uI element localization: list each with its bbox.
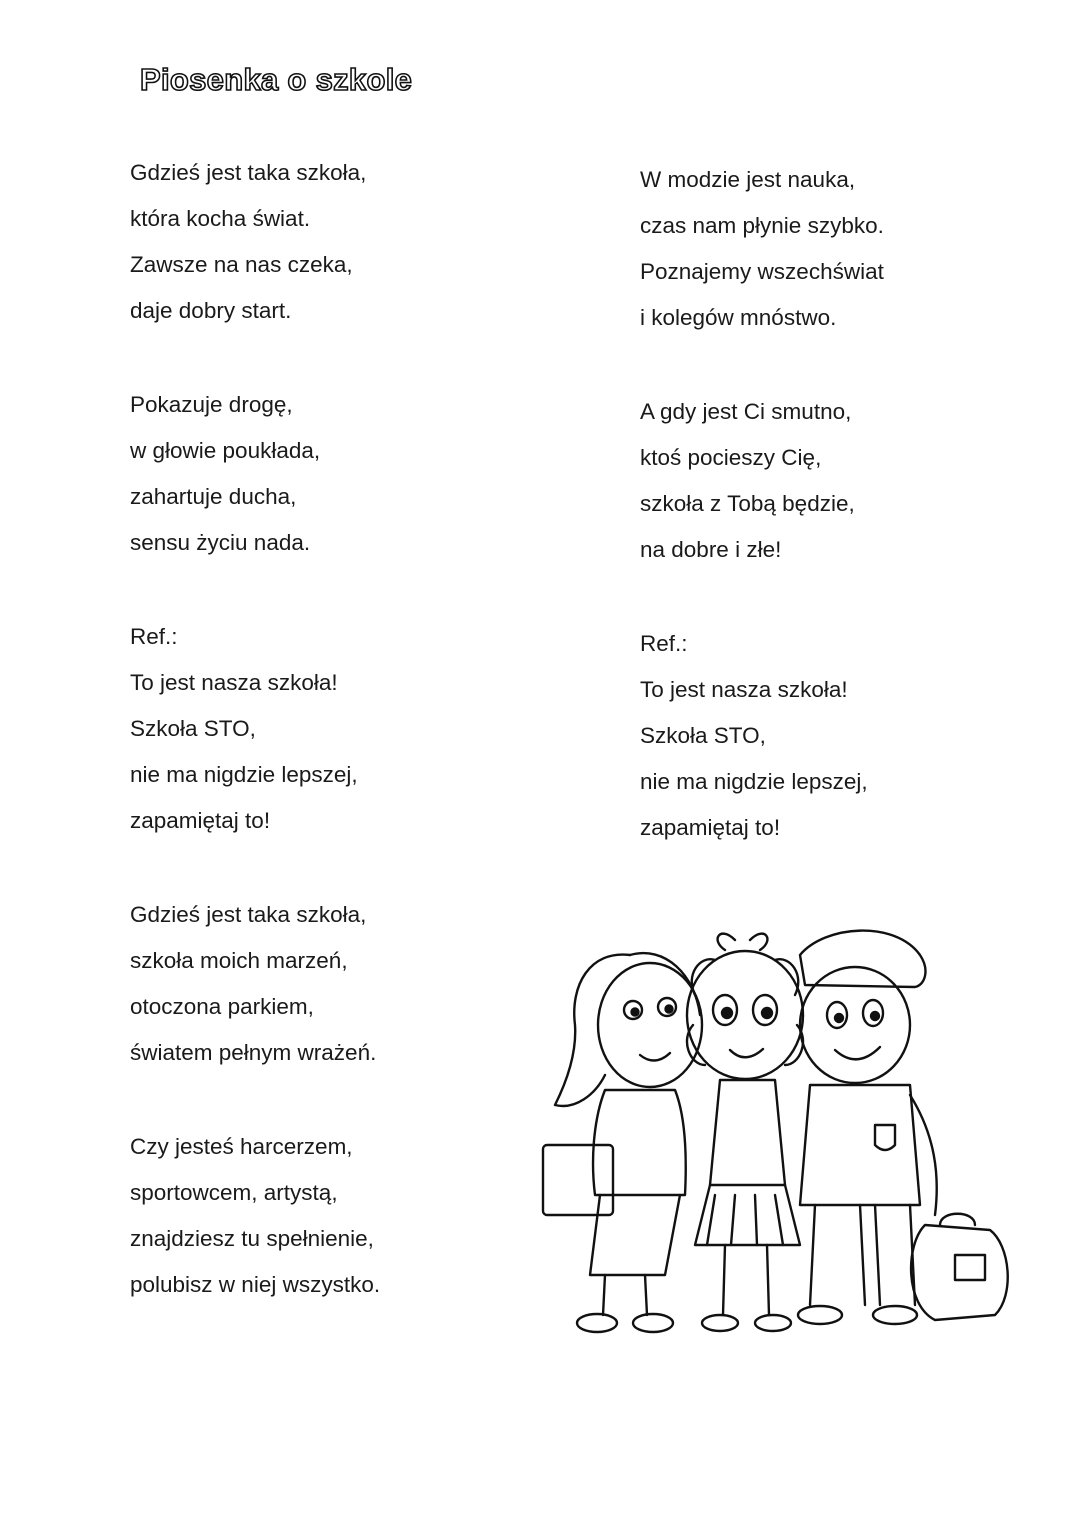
verse-line: Zawsze na nas czeka, — [130, 252, 353, 277]
verse-line: szkoła moich marzeń, — [130, 948, 348, 973]
refrain-label: Ref.: — [130, 624, 178, 649]
stanza — [130, 382, 550, 566]
verse-line: Pokazuje drogę, — [130, 392, 293, 417]
verse-line: sensu życiu nada. — [130, 530, 311, 555]
girl-middle-figure — [687, 934, 803, 1331]
verse-line: otoczona parkiem, — [130, 994, 314, 1019]
verse-line: sportowcem, artystą, — [130, 1180, 338, 1205]
boy-right-figure — [798, 931, 1008, 1324]
verse-line: Gdzieś jest taka szkoła, — [130, 902, 367, 927]
verse-line: w głowie poukłada, — [130, 438, 321, 463]
verse-line: nie ma nigdzie lepszej, — [130, 762, 358, 787]
stanza — [130, 150, 550, 334]
verse-line: A gdy jest Ci smutno, — [640, 399, 852, 424]
girl-left-figure — [543, 953, 702, 1332]
stanza — [640, 157, 1060, 341]
refrain — [130, 614, 550, 844]
verse-line: Szkoła STO, — [130, 716, 256, 741]
page-title: Piosenka o szkole — [140, 62, 413, 97]
verse-line: Szkoła STO, — [640, 723, 766, 748]
verse-line: zahartuje ducha, — [130, 484, 297, 509]
verse-line: polubisz w niej wszystko. — [130, 1272, 381, 1297]
verse-line: Poznajemy wszechświat — [640, 259, 884, 284]
stanza — [640, 389, 1060, 573]
refrain — [640, 621, 1060, 851]
verse-line: daje dobry start. — [130, 298, 292, 323]
left-column — [130, 150, 550, 1356]
stanza — [130, 892, 550, 1076]
verse-line: zapamiętaj to! — [640, 815, 781, 840]
verse-line: To jest nasza szkoła! — [130, 670, 338, 695]
verse-line: To jest nasza szkoła! — [640, 677, 848, 702]
verse-line: światem pełnym wrażeń. — [130, 1040, 377, 1065]
refrain-label: Ref.: — [640, 631, 688, 656]
verse-line: szkoła z Tobą będzie, — [640, 491, 855, 516]
verse-line: nie ma nigdzie lepszej, — [640, 769, 868, 794]
verse-line: czas nam płynie szybko. — [640, 213, 884, 238]
verse-line: Gdzieś jest taka szkoła, — [130, 160, 367, 185]
verse-line: Czy jesteś harcerzem, — [130, 1134, 353, 1159]
verse-line: która kocha świat. — [130, 206, 311, 231]
verse-line: znajdziesz tu spełnienie, — [130, 1226, 374, 1251]
verse-line: ktoś pocieszy Cię, — [640, 445, 822, 470]
verse-line: zapamiętaj to! — [130, 808, 271, 833]
right-column — [640, 157, 1060, 899]
three-school-children-coloring-icon — [535, 915, 1025, 1355]
verse-line: W modzie jest nauka, — [640, 167, 856, 192]
verse-line: i kolegów mnóstwo. — [640, 305, 837, 330]
verse-line: na dobre i złe! — [640, 537, 782, 562]
stanza — [130, 1124, 550, 1308]
